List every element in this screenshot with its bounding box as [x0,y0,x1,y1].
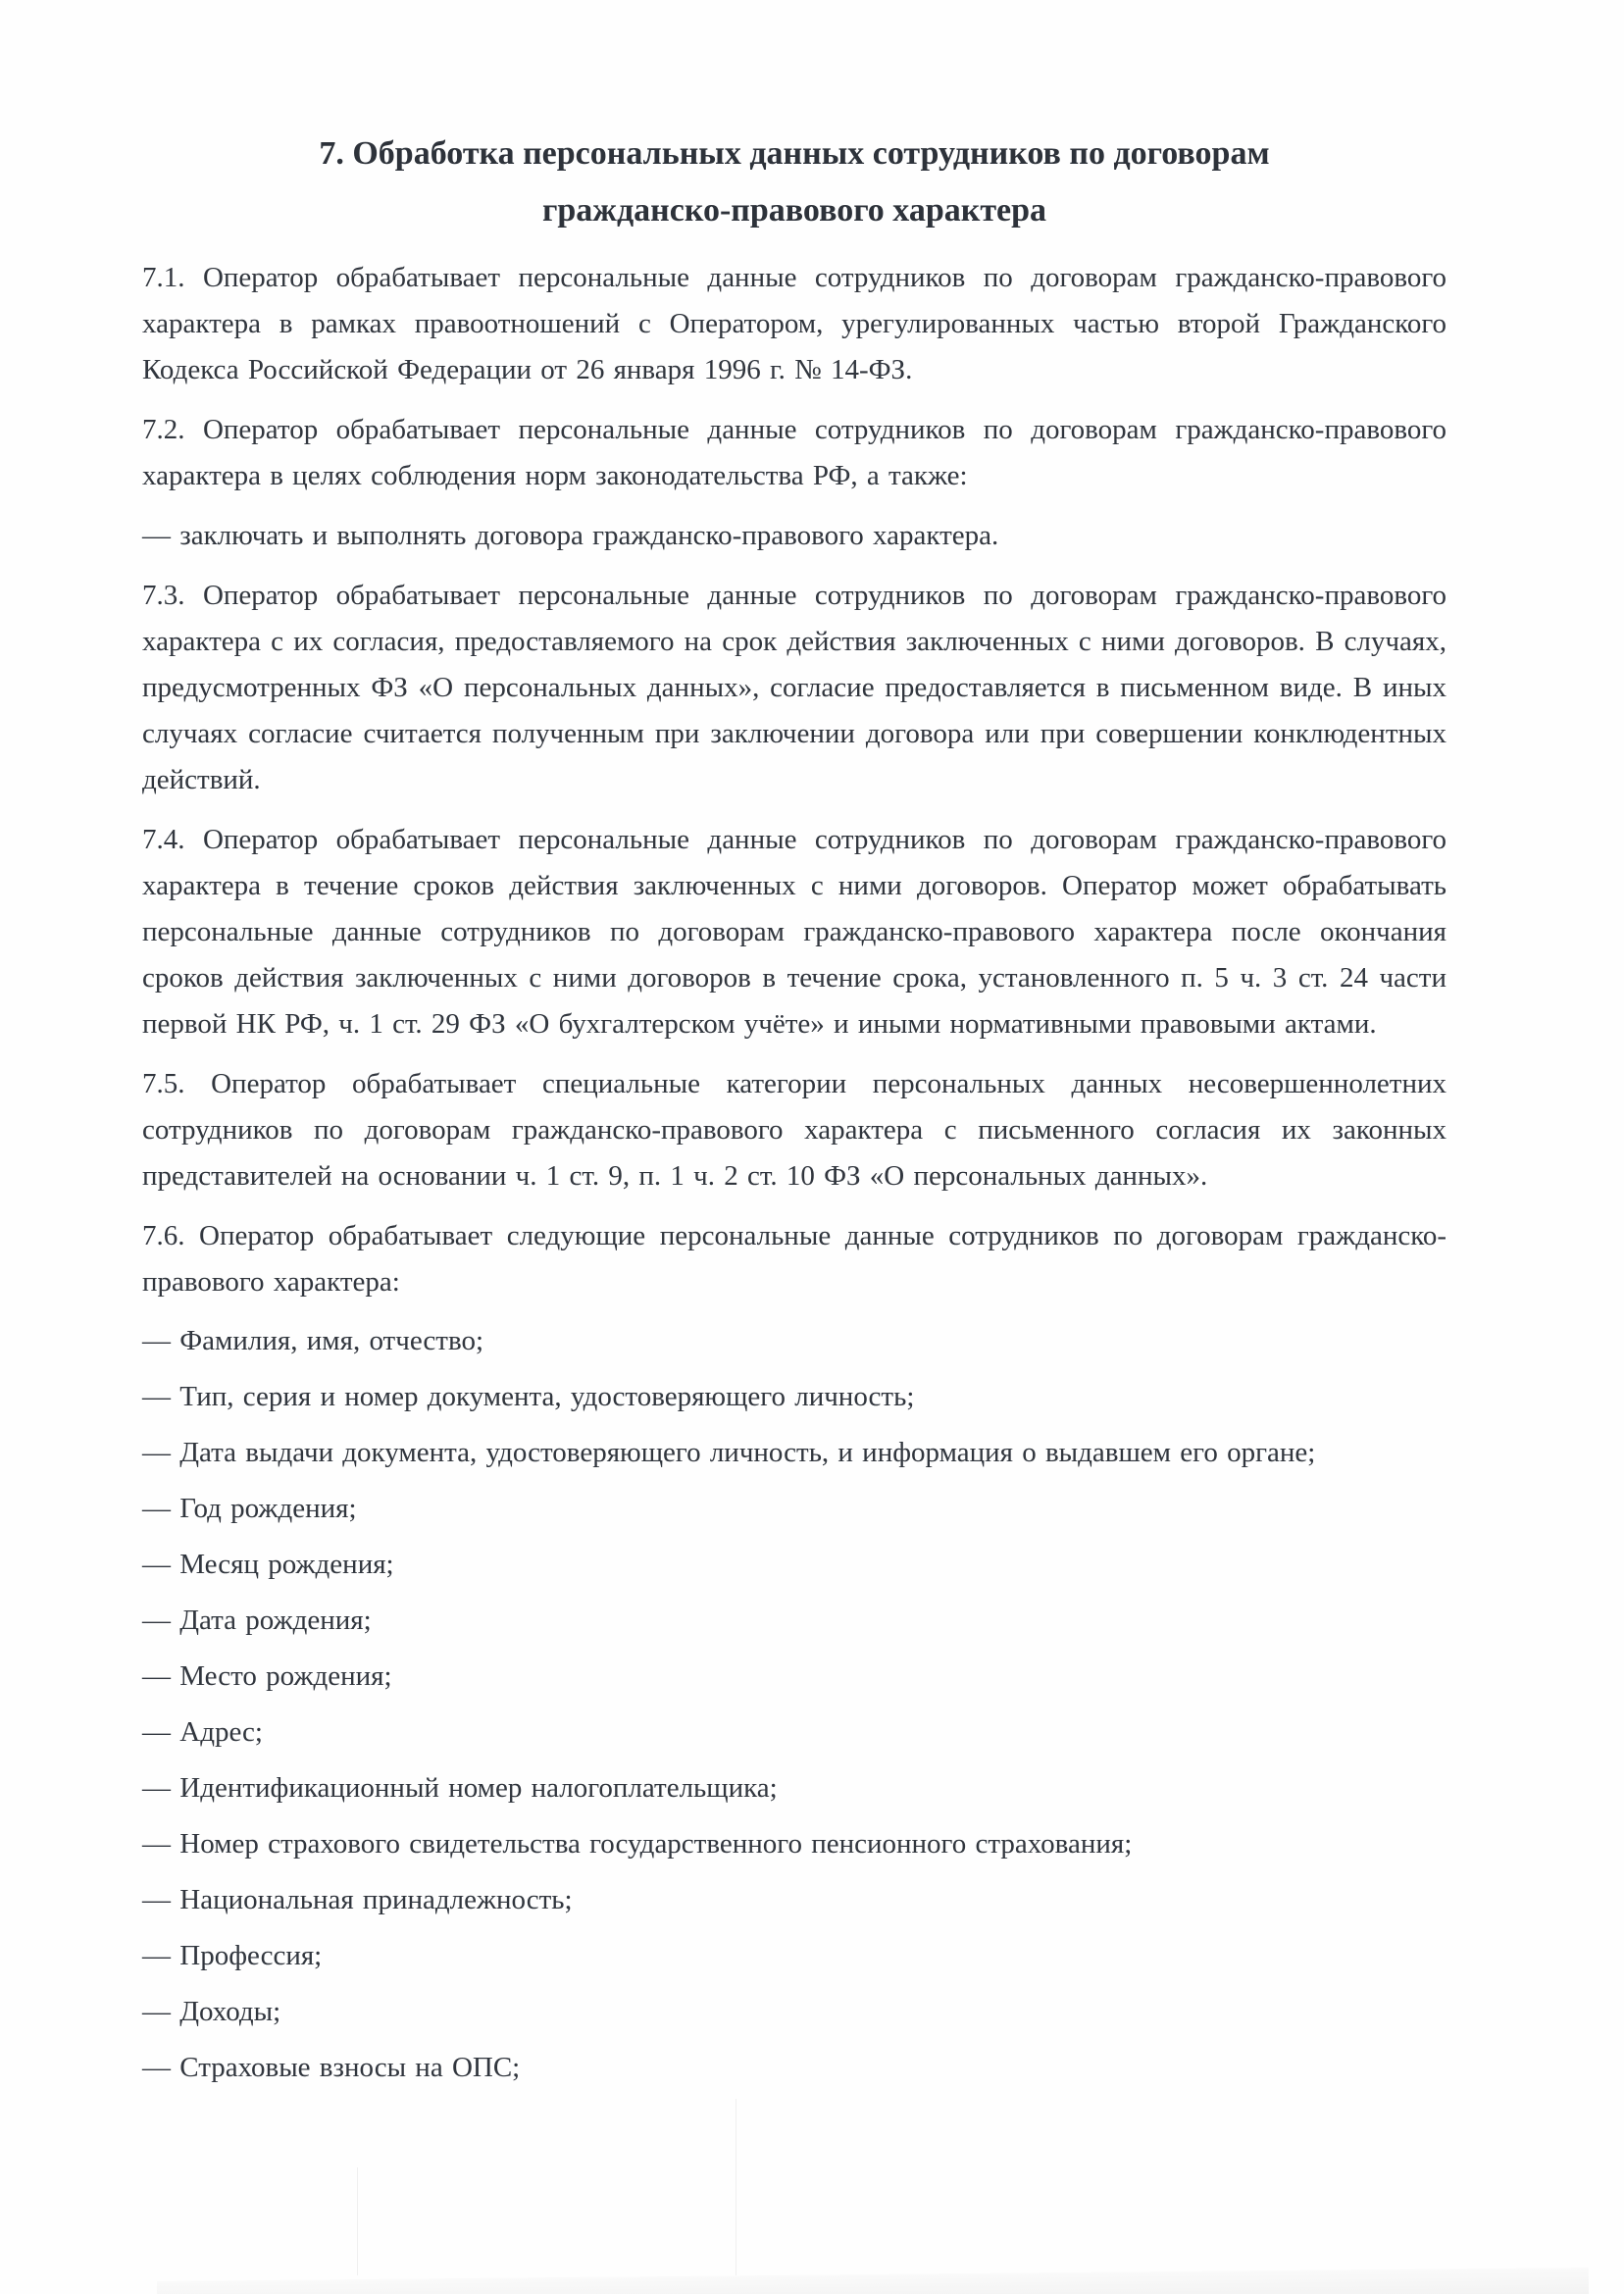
list-item: — Доходы; [142,1996,281,2027]
list-item: — Страховые взносы на ОПС; [142,2052,521,2083]
bullet-item: — заключать и выполнять договора гражданско-правового характера. [142,520,999,551]
paragraph-7-4: 7.4. Оператор обрабатывает персональные данные сотрудников по договорам гражданско-правового характера в течение сроков действия заключенных с ними договоров. Оператор может обрабатывать персональные данные сотрудников по договорам гражданско-правового характера после окончания сроков действия заключенных с ними договоров в течение срока, установленного п. 5 ч. 3 ст. 24 части первой НК РФ, ч. 1 ст. 29 ФЗ «О бухгалтерском учёте» и иными нормативными правовыми актами. [142,824,1446,1040]
scan-artifact [157,2268,1589,2294]
paragraph-7-5: 7.5. Оператор обрабатывает специальные категории персональных данных несовершеннолетних сотрудников по договорам гражданско-правового характера с письменного согласия их законных представителей на основании ч. 1 ст. 9, п. 1 ч. 2 ст. 10 ФЗ «О персональных данных». [142,1068,1446,1192]
list-item: — Месяц рождения; [142,1549,394,1580]
paragraph-7-6: 7.6. Оператор обрабатывает следующие персональные данные сотрудников по договорам гражданско-правового характера: [142,1220,1446,1298]
list-item: — Профессия; [142,1940,323,1971]
list-item: — Тип, серия и номер документа, удостоверяющего личность; [142,1381,915,1412]
section-heading-line-1: 7. Обработка персональных данных сотрудников по договорам [319,135,1270,172]
paragraph-7-3: 7.3. Оператор обрабатывает персональные данные сотрудников по договорам гражданско-правового характера с их согласия, предоставляемого на срок действия заключенных с ними договоров. В случаях, предусмотренных ФЗ «О персональных данных», согласие предоставляется в письменном виде. В иных случаях согласие считается полученным при заключении договора или при совершении конклюдентных действий. [142,580,1446,795]
scan-artifact [357,2167,358,2275]
paragraph-7-2: 7.2. Оператор обрабатывает персональные данные сотрудников по договорам гражданско-правового характера в целях соблюдения норм законодательства РФ, а также: [142,414,1446,491]
list-item: — Дата выдачи документа, удостоверяющего личность, и информация о выдавшем его органе; [142,1437,1316,1468]
paragraph-7-1: 7.1. Оператор обрабатывает персональные данные сотрудников по договорам гражданско-правового характера в рамках правоотношений с Оператором, урегулированных частью второй Гражданского Кодекса Российской Федерации от 26 января 1996 г. № 14-ФЗ. [142,262,1446,385]
section-heading-line-2: гражданско-правового характера [541,192,1047,229]
list-item: — Национальная принадлежность; [142,1884,573,1915]
list-item: — Идентификационный номер налогоплательщика; [142,1772,778,1804]
list-item: — Фамилия, имя, отчество; [142,1325,484,1356]
list-item: — Место рождения; [142,1660,392,1692]
document-content [142,126,1446,2102]
list-item: — Адрес; [142,1716,263,1748]
list-item: — Дата рождения; [142,1605,372,1636]
list-item: — Номер страхового свидетельства государственного пенсионного страхования; [142,1828,1133,1860]
list-item: — Год рождения; [142,1493,357,1524]
section-heading [142,126,1446,239]
